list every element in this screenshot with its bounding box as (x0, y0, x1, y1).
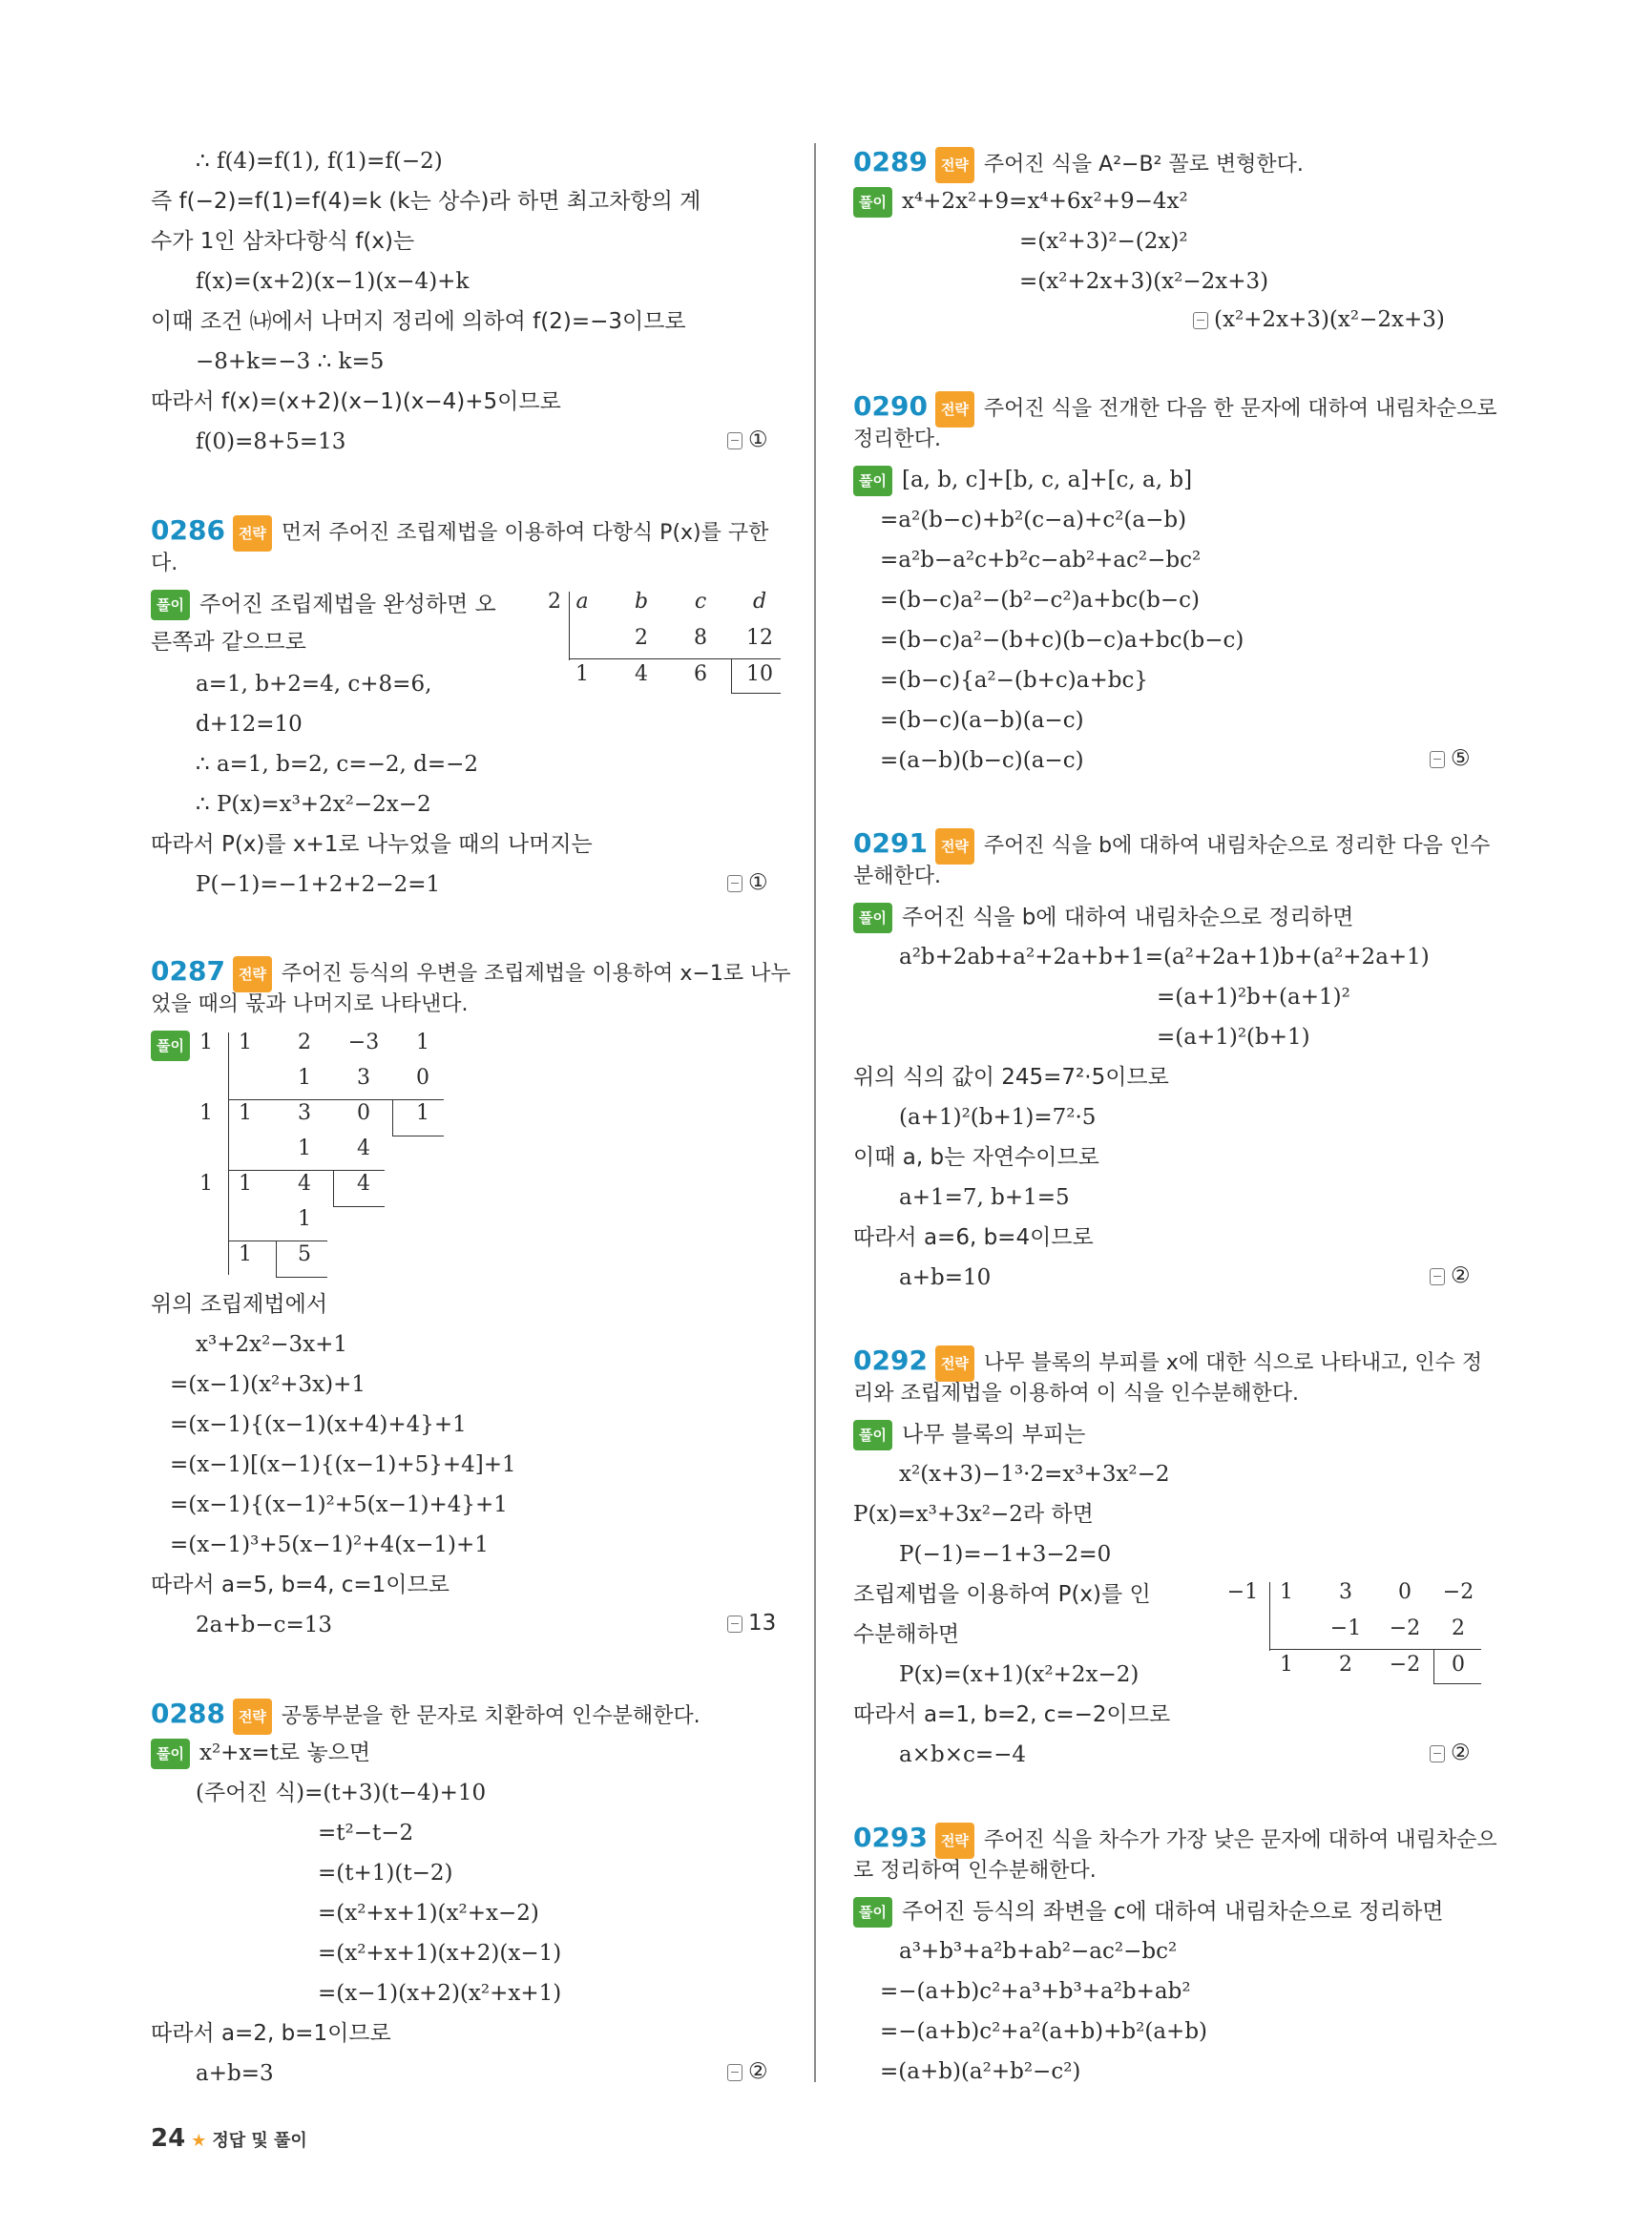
solution-tag: 풀이 (853, 466, 892, 496)
strategy-text: 다. (151, 552, 178, 575)
table-rule (1433, 1649, 1434, 1683)
footer-title: 정답 및 풀이 (212, 2131, 307, 2151)
answer-icon (727, 2064, 742, 2081)
solution-tag: 풀이 (151, 1031, 190, 1061)
text-line: =(x−1)(x+2)(x²+x+1) (318, 1981, 562, 2006)
text-line: d+12=10 (196, 712, 303, 737)
synthetic-division-table (544, 590, 783, 697)
remainder: 1 (416, 1101, 429, 1125)
coef: −2 (1442, 1580, 1474, 1604)
coef: d (752, 590, 767, 614)
coef: 4 (357, 1136, 370, 1160)
strategy-text: 로 정리하여 인수분해한다. (853, 1859, 1097, 1883)
text-line: x²(x+3)−1³·2=x³+3x²−2 (899, 1462, 1170, 1487)
table-rule (276, 1277, 327, 1278)
strategy-text: 공통부분을 한 문자로 치환하여 인수분해한다. (281, 1704, 701, 1728)
text-line: a×b×c=−4 (899, 1742, 1027, 1767)
text-line: ∴ f(4)=f(1), f(1)=f(−2) (196, 149, 443, 174)
table-rule (333, 1170, 334, 1206)
strategy-tag: 전략 (233, 1699, 272, 1735)
solution-tag: 풀이 (853, 1420, 892, 1450)
remainder: 4 (357, 1172, 370, 1196)
table-rule (228, 1032, 229, 1275)
page-number: 24 (151, 2124, 186, 2153)
coef: a (575, 590, 589, 614)
text-line: =(x−1)[(x−1){(x−1)+5}+4]+1 (170, 1452, 516, 1477)
problem-number: 0289 (853, 146, 928, 177)
text-line: ∴ a=1, b=2, c=−2, d=−2 (196, 752, 479, 777)
strategy-text: 정리한다. (853, 427, 942, 451)
text-line: =(t+1)(t−2) (318, 1861, 453, 1886)
solution-tag-line (151, 1031, 199, 1061)
text-line: =(a−b)(b−c)(a−c) (880, 748, 1084, 773)
synthetic-division-table (1222, 1580, 1484, 1687)
answer-icon (727, 1616, 742, 1633)
answer-mark: ⑤ (1430, 746, 1471, 771)
problem-number: 0287 (151, 955, 225, 987)
table-rule (569, 592, 570, 660)
coef: 4 (298, 1172, 311, 1196)
coef: 6 (694, 662, 707, 686)
coef: −2 (1389, 1653, 1421, 1677)
text-line: x³+2x²−3x+1 (196, 1332, 348, 1357)
coef: 1 (416, 1031, 429, 1054)
coef: 2 (298, 1031, 311, 1054)
coef: −3 (347, 1031, 380, 1054)
strategy-text: 먼저 주어진 조립제법을 이용하여 다항식 P(x)를 구한 (281, 521, 769, 545)
table-rule (228, 1170, 385, 1171)
star-icon: ★ (191, 2131, 207, 2151)
text-line: 른쪽과 같으므로 (151, 630, 306, 655)
text-line: 2a+b−c=13 (196, 1613, 333, 1637)
table-rule (276, 1241, 277, 1277)
problem-number: 0292 (853, 1345, 928, 1376)
text-line: =(a+1)²b+(a+1)² (1157, 985, 1350, 1010)
answer-mark: ② (1430, 1263, 1471, 1288)
remainder: 5 (298, 1242, 311, 1266)
problem-0289-header (853, 145, 1304, 183)
solution-line: 풀이 주어진 조립제법을 완성하면 오 (151, 590, 496, 620)
problem-number: 0293 (853, 1822, 928, 1853)
table-rule (731, 693, 781, 694)
answer-icon (1193, 312, 1208, 329)
text-line: a+b=10 (899, 1265, 992, 1290)
text-line: =(a+1)²(b+1) (1157, 1025, 1310, 1050)
strategy-tag: 전략 (233, 515, 272, 552)
text-line: 따라서 a=1, b=2, c=−2이므로 (853, 1702, 1171, 1727)
text-line: 위의 조립제법에서 (151, 1292, 328, 1317)
text-line: =(x²+x+1)(x²+x−2) (318, 1901, 539, 1926)
remainder: 0 (1452, 1653, 1465, 1677)
coef: 1 (1280, 1580, 1293, 1604)
coef: 1 (239, 1101, 252, 1125)
text-line: =(a+b)(a²+b²−c²) (880, 2059, 1081, 2084)
page-footer (151, 2124, 307, 2153)
text-line: =(b−c){a²−(b+c)a+bc} (880, 668, 1148, 693)
strategy-text: 리와 조립제법을 이용하여 이 식을 인수분해한다. (853, 1382, 1300, 1406)
solution-line: 풀이 x⁴+2x²+9=x⁴+6x²+9−4x² (853, 187, 1188, 218)
text-line: 위의 식의 값이 245=7²·5이므로 (853, 1065, 1169, 1090)
text-line: P(−1)=−1+3−2=0 (899, 1542, 1112, 1567)
table-rule (392, 1099, 393, 1136)
coef: 3 (298, 1101, 311, 1125)
text-line: a=1, b+2=4, c+8=6, (196, 672, 432, 697)
text-line: f(x)=(x+2)(x−1)(x−4)+k (196, 269, 470, 294)
text-line: 이때 a, b는 자연수이므로 (853, 1145, 1099, 1170)
problem-number: 0286 (151, 514, 225, 546)
text-line: 따라서 P(x)를 x+1로 나누었을 때의 나머지는 (151, 832, 593, 857)
coef: 2 (1339, 1653, 1352, 1677)
coef: 1 (298, 1066, 311, 1090)
solution-line: 풀이 [a, b, c]+[b, c, a]+[c, a, b] (853, 466, 1192, 496)
column-divider (814, 143, 816, 2082)
strategy-text: 주어진 식을 A²−B² 꼴로 변형한다. (983, 153, 1304, 177)
table-rule (1433, 1683, 1481, 1684)
table-rule (228, 1099, 444, 1100)
problem-number: 0291 (853, 827, 928, 859)
problem-number: 0290 (853, 390, 928, 422)
coef: 1 (298, 1136, 311, 1160)
coef: −2 (1389, 1616, 1421, 1640)
table-rule (333, 1206, 385, 1207)
strategy-tag: 전략 (935, 828, 974, 865)
strategy-text: 주어진 식을 b에 대하여 내림차순으로 정리한 다음 인수 (983, 834, 1491, 858)
answer-mark: 13 (727, 1611, 776, 1636)
coef: 2 (635, 626, 648, 650)
coef: 1 (239, 1172, 252, 1196)
text-line: =(x²+3)²−(2x)² (1019, 229, 1188, 254)
remainder: 10 (746, 662, 773, 686)
solution-tag: 풀이 (151, 1739, 190, 1769)
answer-icon (727, 875, 742, 892)
text-line: a³+b³+a²b+ab²−ac²−bc² (899, 1939, 1178, 1964)
strategy-tag: 전략 (935, 391, 974, 427)
strategy-text: 었을 때의 몫과 나머지로 나타낸다. (151, 992, 469, 1016)
text-line: =−(a+b)c²+a³+b³+a²b+ab² (880, 1979, 1191, 2004)
strategy-text: 주어진 식을 차수가 가장 낮은 문자에 대하여 내림차순으 (983, 1828, 1497, 1852)
text-line: P(x)=(x+1)(x²+2x−2) (899, 1662, 1140, 1687)
divisor: 1 (199, 1031, 213, 1054)
solution-line: 풀이 주어진 등식의 좌변을 c에 대하여 내림차순으로 정리하면 (853, 1897, 1444, 1928)
answer-mark: ② (1430, 1741, 1471, 1765)
text-line: −8+k=−3 ∴ k=5 (196, 349, 385, 374)
problem-0286-header (151, 513, 768, 552)
text-line: =a²(b−c)+b²(c−a)+c²(a−b) (880, 508, 1187, 532)
table-rule (1269, 1649, 1481, 1650)
coef: 3 (357, 1066, 370, 1090)
coef: 1 (1280, 1653, 1293, 1677)
problem-0292-header (853, 1344, 1482, 1382)
solution-tag: 풀이 (151, 590, 190, 620)
solution-tag: 풀이 (853, 1897, 892, 1928)
coef: 0 (357, 1101, 370, 1125)
problem-0293-header (853, 1821, 1497, 1859)
text-line: ∴ P(x)=x³+2x²−2x−2 (196, 792, 431, 817)
strategy-tag: 전략 (935, 1345, 974, 1382)
problem-0288-header (151, 1697, 701, 1735)
text-line: 이때 조건 ㈏에서 나머지 정리에 의하여 f(2)=−3이므로 (151, 309, 686, 334)
divisor: 1 (199, 1101, 213, 1125)
text-line: =(x²+x+1)(x+2)(x−1) (318, 1941, 562, 1966)
solution-line: 풀이 주어진 식을 b에 대하여 내림차순으로 정리하면 (853, 903, 1353, 933)
text-line: =(x−1){(x−1)²+5(x−1)+4}+1 (170, 1492, 508, 1517)
strategy-text: 주어진 등식의 우변을 조립제법을 이용하여 x−1로 나누 (281, 962, 791, 986)
table-rule (731, 658, 732, 693)
coef: 0 (1398, 1580, 1412, 1604)
text-line: =(x²+2x+3)(x²−2x+3) (1019, 269, 1269, 294)
text-line: f(0)=8+5=13 (196, 429, 346, 454)
divisor: 1 (199, 1172, 213, 1196)
solution-line: 풀이 x²+x=t로 놓으면 (151, 1739, 370, 1769)
strategy-text: 나무 블록의 부피를 x에 대한 식으로 나타내고, 인수 정 (983, 1351, 1483, 1375)
solution-tag: 풀이 (853, 187, 892, 218)
text-line: 수가 1인 삼차다항식 f(x)는 (151, 229, 415, 254)
strategy-text: 주어진 식을 전개한 다음 한 문자에 대하여 내림차순으로 (983, 397, 1497, 421)
answer-icon (1430, 1745, 1445, 1762)
coef: 2 (1452, 1616, 1465, 1640)
divisor: 2 (548, 590, 561, 614)
text-line: =(x−1){(x−1)(x+4)+4}+1 (170, 1412, 467, 1437)
table-rule (569, 658, 781, 659)
text-line: P(x)=x³+3x²−2라 하면 (853, 1502, 1094, 1527)
problem-0291-header (853, 826, 1490, 865)
text-line: 따라서 a=5, b=4, c=1이므로 (151, 1573, 450, 1597)
text-line: 조립제법을 이용하여 P(x)를 인 (853, 1582, 1151, 1607)
problem-0287-header (151, 954, 791, 992)
answer-icon (1430, 751, 1445, 768)
coef: −1 (1329, 1616, 1362, 1640)
text-line: =(b−c)(a−b)(a−c) (880, 708, 1084, 733)
coef: 4 (635, 662, 648, 686)
answer-mark: ① (727, 870, 768, 895)
coef: 12 (746, 626, 773, 650)
text-line: a+1=7, b+1=5 (899, 1185, 1070, 1210)
answer-mark: ① (727, 427, 768, 452)
text-line: =t²−t−2 (318, 1821, 414, 1845)
answer-icon (727, 432, 742, 449)
text-line: =(b−c)a²−(b²−c²)a+bc(b−c) (880, 588, 1200, 613)
strategy-tag: 전략 (935, 147, 974, 183)
coef: 1 (239, 1242, 252, 1266)
text-line: P(−1)=−1+2+2−2=1 (196, 872, 441, 897)
text-line: 따라서 a=6, b=4이므로 (853, 1225, 1094, 1250)
solution-tag: 풀이 (853, 903, 892, 933)
coef: 3 (1339, 1580, 1352, 1604)
strategy-text: 분해한다. (853, 865, 942, 888)
text-line: =−(a+b)c²+a²(a+b)+b²(a+b) (880, 2019, 1208, 2044)
answer-mark: (x²+2x+3)(x²−2x+3) (1193, 307, 1445, 332)
repeated-synthetic-division (196, 1031, 463, 1282)
strategy-tag: 전략 (935, 1823, 974, 1859)
solution-line: 풀이 나무 블록의 부피는 (853, 1420, 1085, 1450)
text-line: 따라서 f(x)=(x+2)(x−1)(x−4)+5이므로 (151, 389, 561, 414)
text-line: 즉 f(−2)=f(1)=f(4)=k (k는 상수)라 하면 최고차항의 계 (151, 189, 701, 214)
coef: c (694, 590, 707, 614)
divisor: −1 (1226, 1580, 1259, 1604)
text-line: =(b−c)a²−(b+c)(b−c)a+bc(b−c) (880, 628, 1244, 653)
text-line: 수분해하면 (853, 1622, 960, 1647)
strategy-tag: 전략 (233, 956, 272, 992)
text-line: =(x−1)³+5(x−1)²+4(x−1)+1 (170, 1533, 489, 1557)
table-rule (1269, 1582, 1270, 1651)
text-line: (주어진 식)=(t+3)(t−4)+10 (196, 1781, 487, 1805)
coef: 1 (298, 1207, 311, 1231)
text-line: a+b=3 (196, 2061, 274, 2086)
text-line: 따라서 a=2, b=1이므로 (151, 2021, 391, 2046)
problem-number: 0288 (151, 1698, 225, 1729)
text-line: =a²b−a²c+b²c−ab²+ac²−bc² (880, 548, 1202, 573)
coef: 1 (239, 1031, 252, 1054)
text-line: a²b+2ab+a²+2a+b+1=(a²+2a+1)b+(a²+2a+1) (899, 945, 1430, 970)
coef: 8 (694, 626, 707, 650)
answer-mark: ② (727, 2059, 768, 2084)
coef: 0 (416, 1066, 429, 1090)
text-line: =(x−1)(x²+3x)+1 (170, 1372, 366, 1397)
coef: 1 (575, 662, 589, 686)
answer-icon (1430, 1268, 1445, 1285)
problem-0290-header (853, 389, 1497, 427)
coef: b (634, 590, 649, 614)
text-line: (a+1)²(b+1)=7²·5 (899, 1105, 1097, 1130)
